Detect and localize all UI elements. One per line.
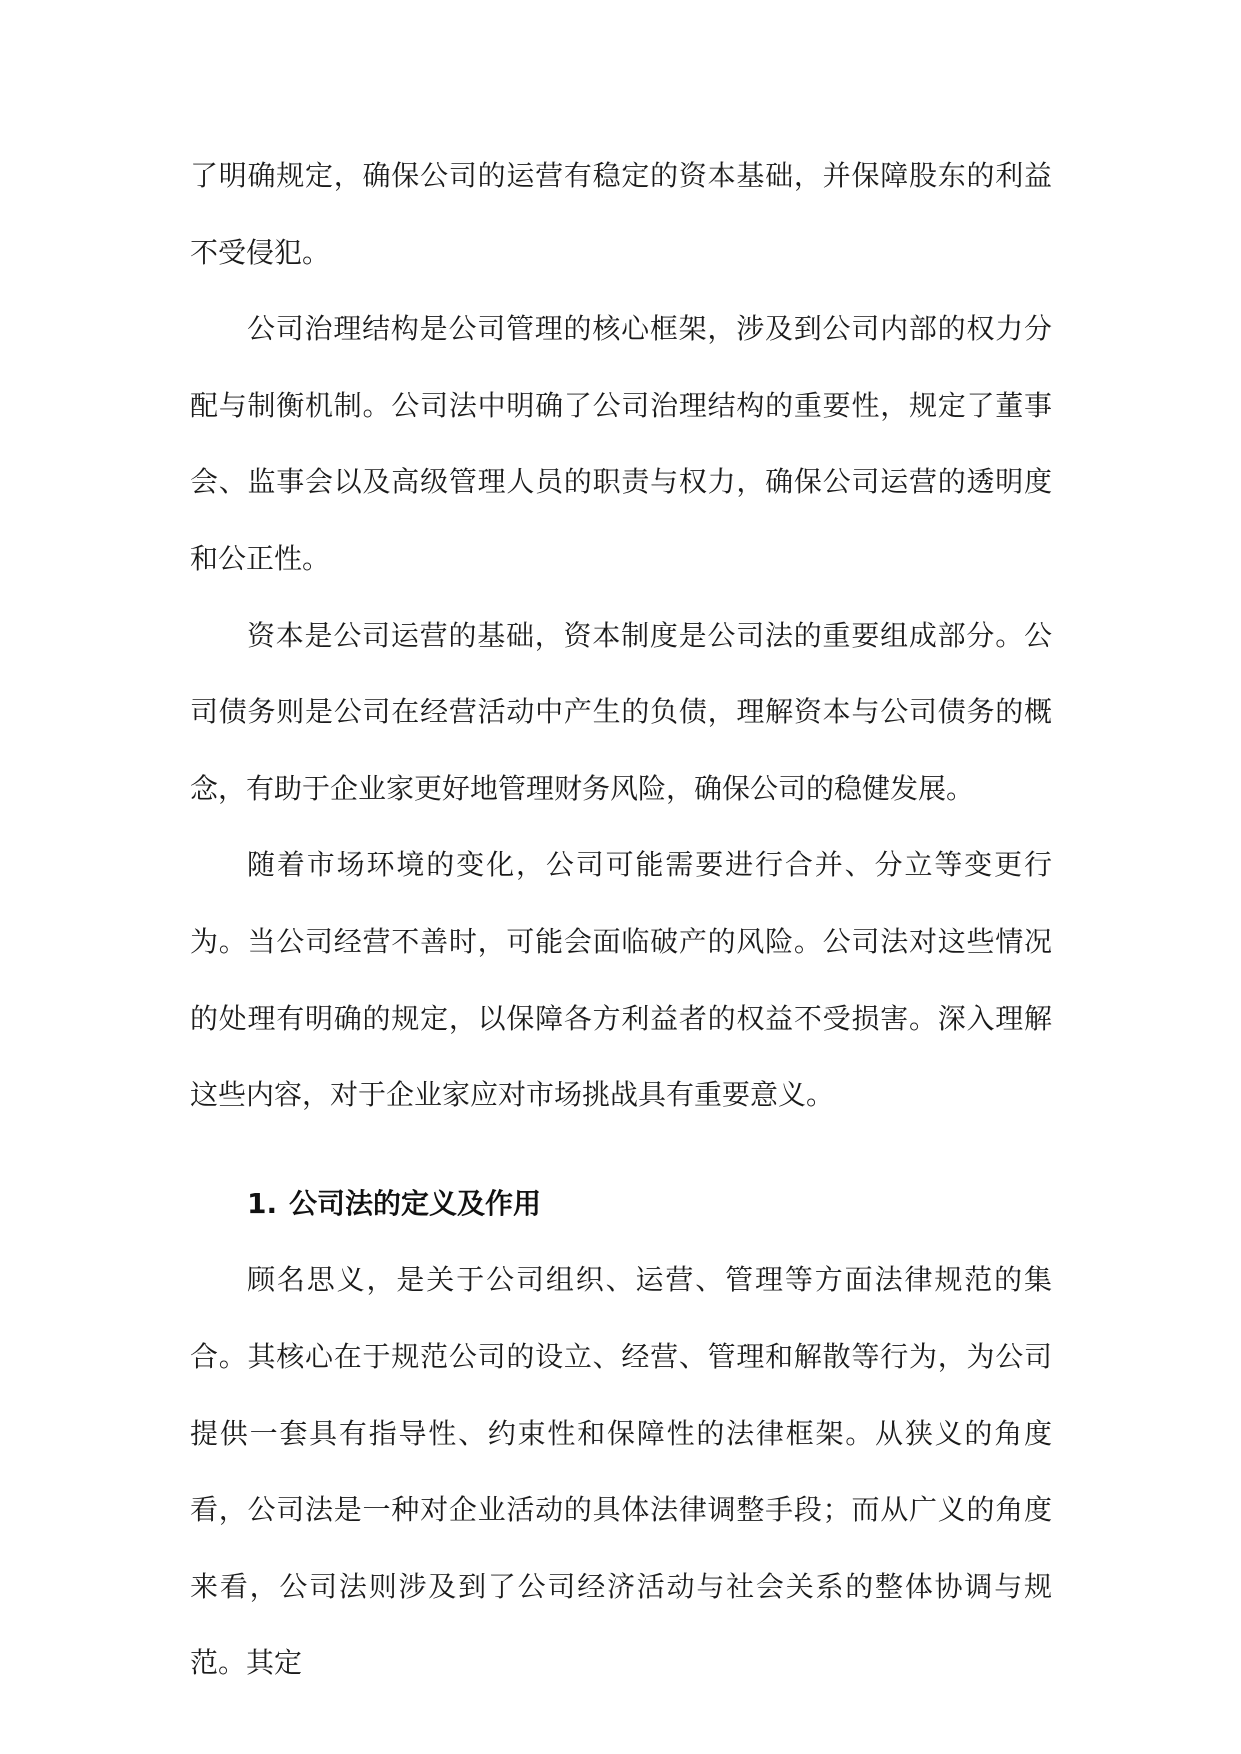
section-number: 1. [247, 1186, 278, 1220]
document-body [190, 138, 1052, 1702]
paragraph-corporate-governance: 公司治理结构是公司管理的核心框架，涉及到公司内部的权力分配与制衡机制。公司法中明确了公司治理结构的重要性，规定了董事会、监事会以及高级管理人员的职责与权力，确保公司运营的透明度和公正性。 [190, 312, 1052, 575]
section-heading [190, 1166, 1052, 1243]
paragraph-continuation: 了明确规定，确保公司的运营有稳定的资本基础，并保障股东的利益不受侵犯。 [190, 159, 1052, 269]
paragraph-merger-bankruptcy: 随着市场环境的变化，公司可能需要进行合并、分立等变更行为。当公司经营不善时，可能会面临破产的风险。公司法对这些情况的处理有明确的规定，以保障各方利益者的权益不受损害。深入理解这些内容，对于企业家应对市场挑战具有重要意义。 [190, 848, 1052, 1112]
section-title: 公司法的定义及作用 [289, 1186, 542, 1220]
paragraph-capital-and-debt: 资本是公司运营的基础，资本制度是公司法的重要组成部分。公司债务则是公司在经营活动中产生的负债，理解资本与公司债务的概念，有助于企业家更好地管理财务风险，确保公司的稳健发展。 [190, 618, 1052, 805]
paragraph-definition: 顾名思义，是关于公司组织、运营、管理等方面法律规范的集合。其核心在于规范公司的设立、经营、管理和解散等行为，为公司提供一套具有指导性、约束性和保障性的法律框架。从狭义的角度看，公司法是一种对企业活动的具体法律调整手段；而从广义的角度来看，公司法则涉及到了公司经济活动与社会关系的整体协调与规范。其定 [190, 1263, 1052, 1680]
